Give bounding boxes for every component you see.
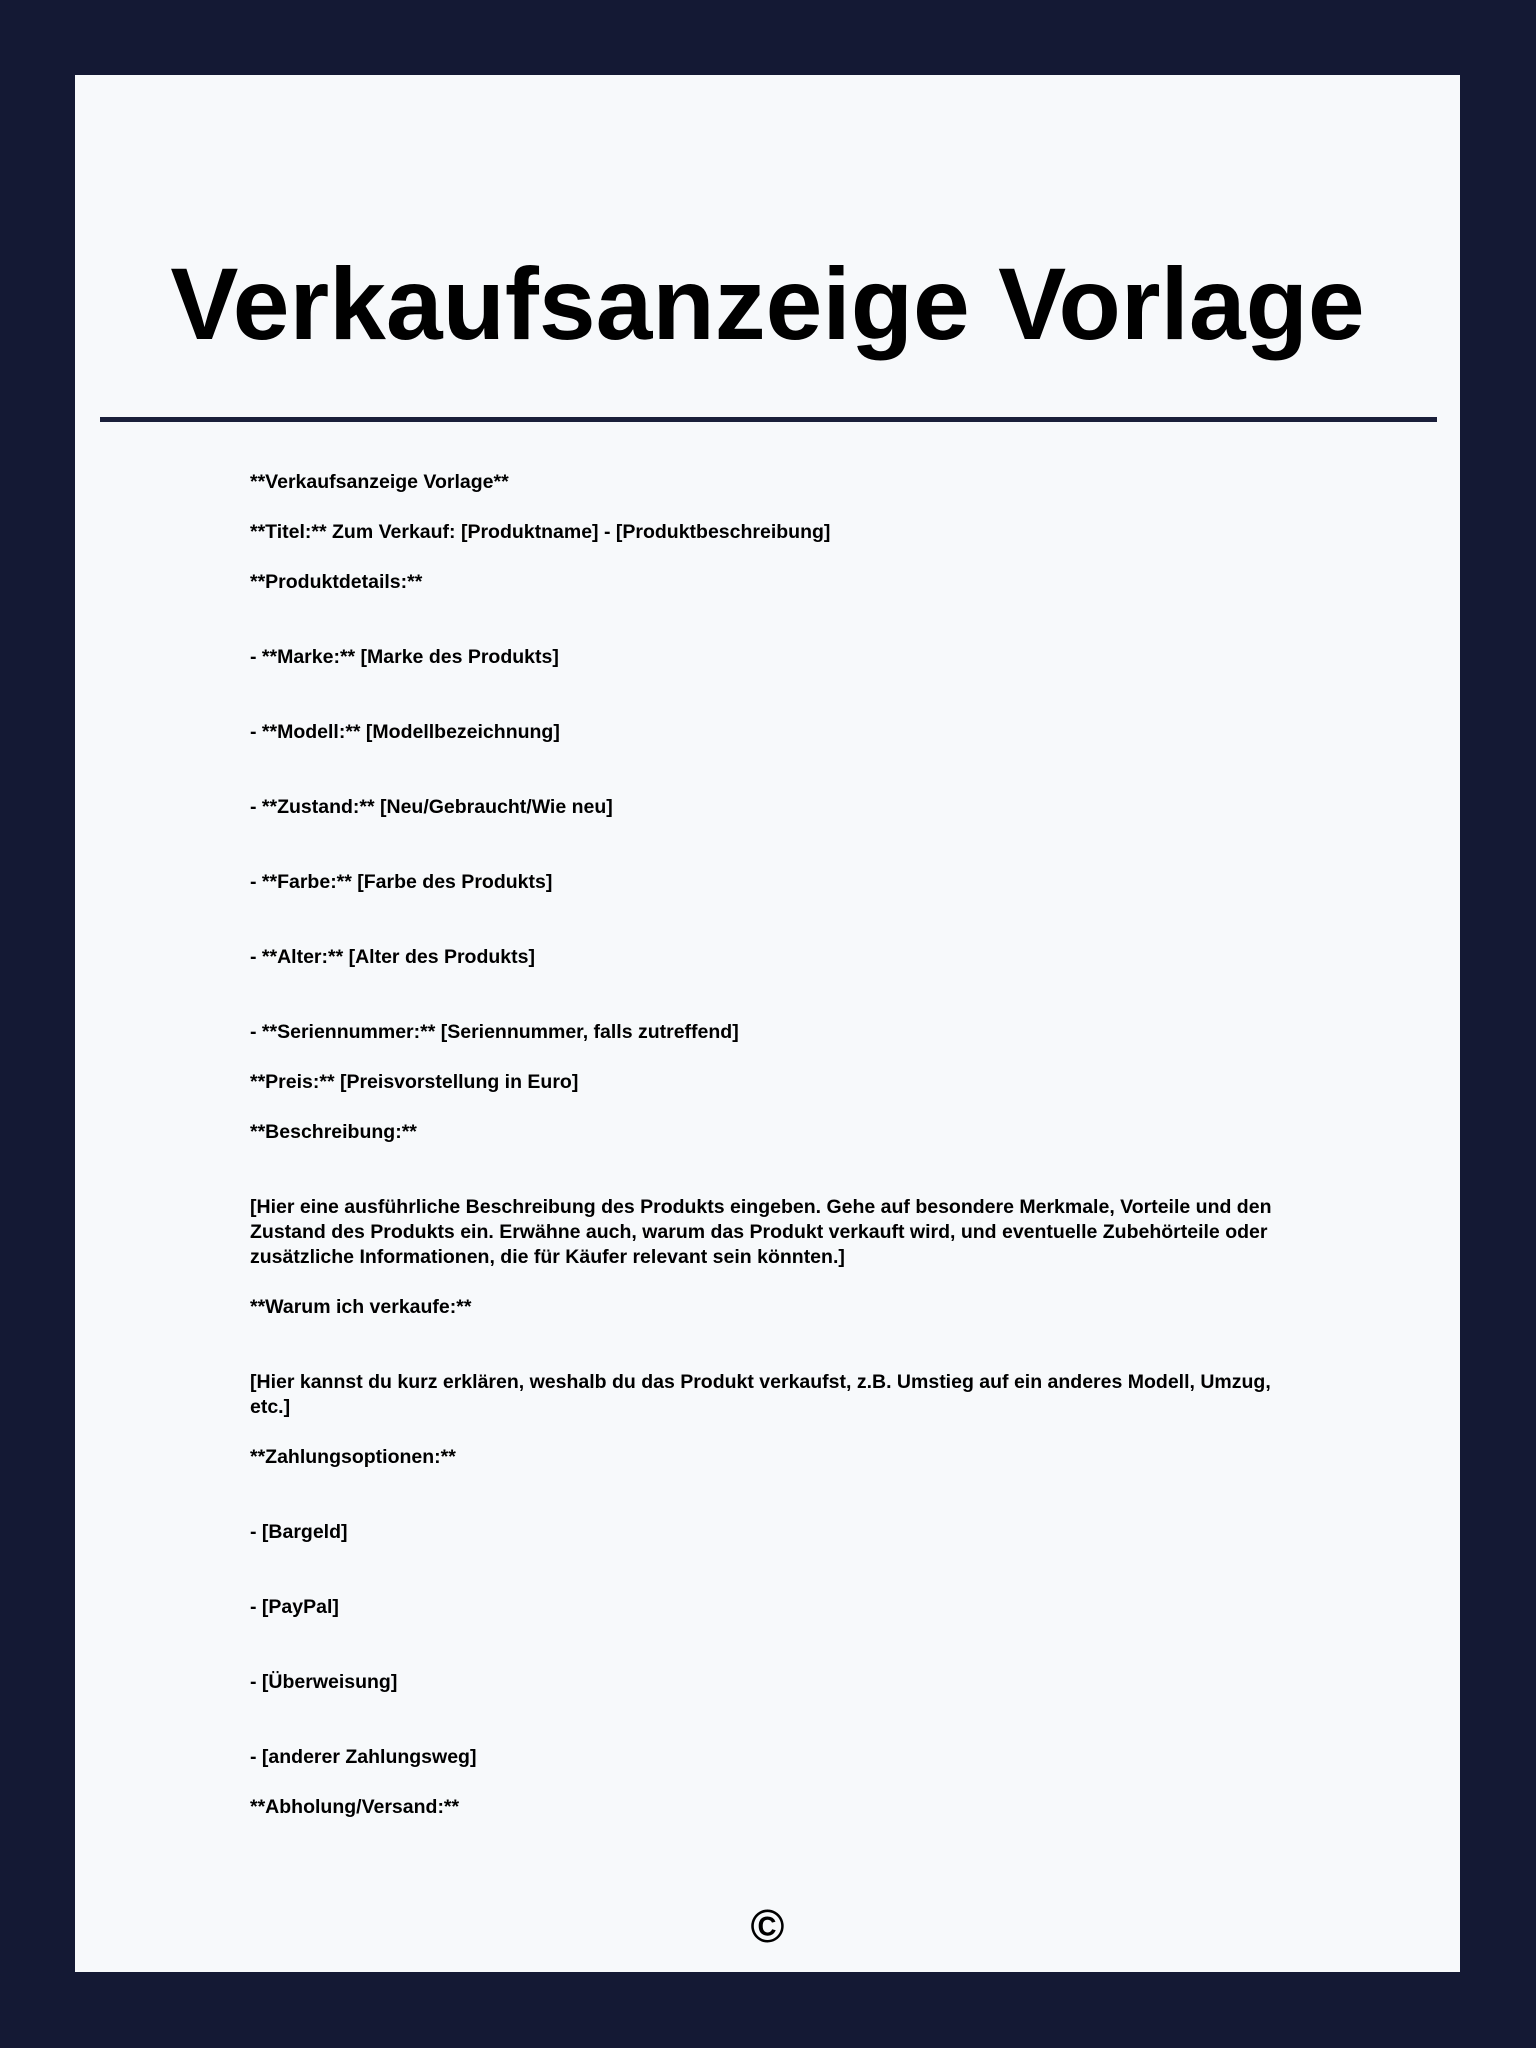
copyright-icon: © <box>750 1900 785 1952</box>
list-item-bargeld: - [Bargeld] <box>250 1521 348 1543</box>
section-zahlungsoptionen: **Zahlungsoptionen:** <box>250 1446 456 1468</box>
section-abholung: **Abholung/Versand:** <box>250 1796 460 1818</box>
reason-paragraph: [Hier kannst du kurz erklären, weshalb du das Produkt verkaufst, z.B. Umstieg auf ein anderes Modell, Umzug, etc.] <box>250 1371 1271 1418</box>
page-title: Verkaufsanzeige Vorlage <box>170 247 1365 361</box>
list-item-farbe: - **Farbe:** [Farbe des Produkts] <box>250 871 553 893</box>
section-produktdetails: **Produktdetails:** <box>250 571 423 593</box>
list-item-ueberweisung: - [Überweisung] <box>250 1671 398 1693</box>
list-item-zustand: - **Zustand:** [Neu/Gebraucht/Wie neu] <box>250 796 613 818</box>
description-paragraph: [Hier eine ausführliche Beschreibung des Produkts eingeben. Gehe auf besondere Merkmale, Vorteile und den Zustand des Produkts ein. Erwähne auch, warum das Produkt verkauft wird, und eventuelle Zubehörteile oder zusätzliche Informationen, die für Käufer relevant sein könnten.] <box>250 1196 1272 1268</box>
body-heading: **Verkaufsanzeige Vorlage** <box>250 471 509 493</box>
list-item-marke: - **Marke:** [Marke des Produkts] <box>250 646 559 668</box>
list-item-modell: - **Modell:** [Modellbezeichnung] <box>250 721 560 743</box>
section-beschreibung: **Beschreibung:** <box>250 1121 417 1143</box>
document-page <box>75 75 1460 1972</box>
title-line: **Titel:** Zum Verkauf: [Produktname] - [Produktbeschreibung] <box>250 521 831 543</box>
list-item-paypal: - [PayPal] <box>250 1596 339 1618</box>
list-item-seriennummer: - **Seriennummer:** [Seriennummer, falls zutreffend] <box>250 1021 739 1043</box>
title-divider <box>100 417 1437 422</box>
document-body <box>250 470 1290 1820</box>
section-warum: **Warum ich verkaufe:** <box>250 1296 472 1318</box>
list-item-alter: - **Alter:** [Alter des Produkts] <box>250 946 535 968</box>
list-item-anderer: - [anderer Zahlungsweg] <box>250 1746 477 1768</box>
price-line: **Preis:** [Preisvorstellung in Euro] <box>250 1071 579 1093</box>
